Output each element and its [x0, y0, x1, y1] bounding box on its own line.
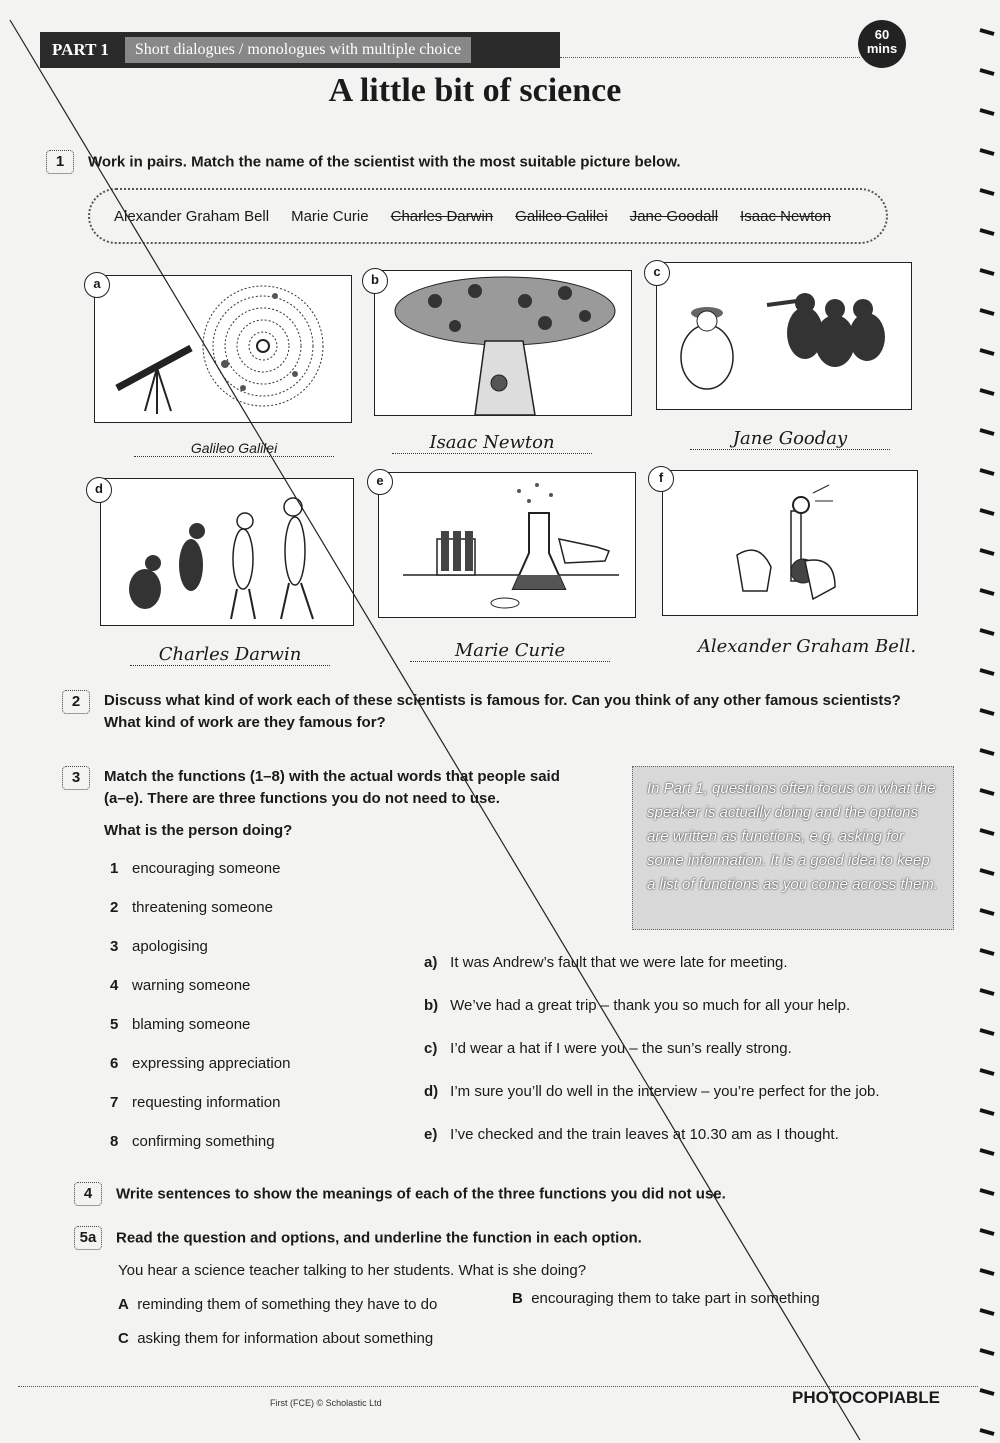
- part-label: PART 1: [52, 40, 109, 59]
- answer-d: Charles Darwin: [130, 644, 330, 666]
- spiral-binding: [976, 0, 998, 1443]
- question-text: Discuss what kind of work each of these scientists is famous for. Can you think of any other famous scientists? What kind of work are they famous for?: [104, 692, 901, 731]
- picture-label-b: b: [362, 268, 388, 294]
- answer-e: Marie Curie: [410, 640, 610, 662]
- quote-item: e) I’ve checked and the train leaves at 10.30 am as I thought.: [424, 1126, 839, 1143]
- picture-label-a: a: [84, 272, 110, 298]
- name-darwin: Charles Darwin: [390, 207, 494, 225]
- photocopiable-label: PHOTOCOPIABLE: [792, 1388, 940, 1407]
- function-item: 4 warning someone: [110, 977, 251, 994]
- function-item: 7 requesting information: [110, 1094, 281, 1111]
- picture-label-f: f: [648, 466, 674, 492]
- page-title: A little bit of science: [328, 72, 622, 109]
- exam-tip-box: In Part 1, questions often focus on what the speaker is actually doing and the options are written as functions, e.g. asking for some information. It is a good idea to keep a list of functions as you come across them.: [632, 766, 954, 930]
- function-item: 5 blaming someone: [110, 1016, 251, 1033]
- option-c: C asking them for information about something: [118, 1330, 434, 1347]
- name-goodall: Jane Goodall: [629, 207, 719, 225]
- picture-label-d: d: [86, 477, 112, 503]
- answer-a: Galileo Galilei: [134, 440, 334, 457]
- q3-subheading: What is the person doing?: [104, 822, 293, 839]
- function-item: 2 threatening someone: [110, 899, 273, 916]
- option-a: A reminding them of something they have to do: [118, 1296, 438, 1313]
- name-bell: Alexander Graham Bell: [114, 207, 270, 225]
- q5a-prompt: You hear a science teacher talking to her students. What is she doing?: [118, 1262, 587, 1279]
- question-number: 2: [62, 690, 90, 714]
- function-item: 6 expressing appreciation: [110, 1055, 291, 1072]
- question-text: Write sentences to show the meanings of each of the three functions you did not use.: [116, 1185, 726, 1203]
- quote-item: d) I’m sure you’ll do well in the interview – you’re perfect for the job.: [424, 1083, 880, 1100]
- function-item: 3 apologising: [110, 938, 208, 955]
- name-curie: Marie Curie: [291, 207, 369, 225]
- name-newton: Isaac Newton: [740, 207, 831, 225]
- quote-item: c) I’d wear a hat if I were you – the sun’s really strong.: [424, 1040, 792, 1057]
- question-text: Match the functions (1–8) with the actual words that people said (a–e). There are three functions you do not need to use.: [104, 768, 560, 807]
- question-number: 1: [46, 150, 74, 174]
- picture-label-c: c: [644, 260, 670, 286]
- part-subtitle: Short dialogues / monologues with multiple choice: [125, 37, 471, 63]
- answer-f: Alexander Graham Bell.: [697, 636, 917, 657]
- question-text: Read the question and options, and underline the function in each option.: [116, 1229, 642, 1247]
- question-number: 3: [62, 766, 90, 790]
- quote-item: a) It was Andrew’s fault that we were late for meeting.: [424, 954, 788, 971]
- question-number: 5a: [74, 1226, 102, 1250]
- option-b: B encouraging them to take part in something: [512, 1290, 820, 1307]
- time-unit: mins: [866, 41, 898, 56]
- quote-item: b) We’ve had a great trip – thank you so much for all your help.: [424, 997, 851, 1014]
- function-item: 1 encouraging someone: [110, 860, 281, 877]
- question-number: 4: [74, 1182, 102, 1206]
- function-item: 8 confirming something: [110, 1133, 275, 1150]
- picture-label-e: e: [367, 469, 393, 495]
- question-text: Work in pairs. Match the name of the scientist with the most suitable picture below.: [88, 153, 681, 171]
- name-galileo: Galileo Galilei: [515, 207, 608, 225]
- copyright-text: First (FCE) © Scholastic Ltd: [270, 1398, 382, 1408]
- time-value: 60: [874, 27, 890, 42]
- answer-c: Jane Gooday: [690, 428, 890, 450]
- answer-b: Isaac Newton: [392, 432, 592, 454]
